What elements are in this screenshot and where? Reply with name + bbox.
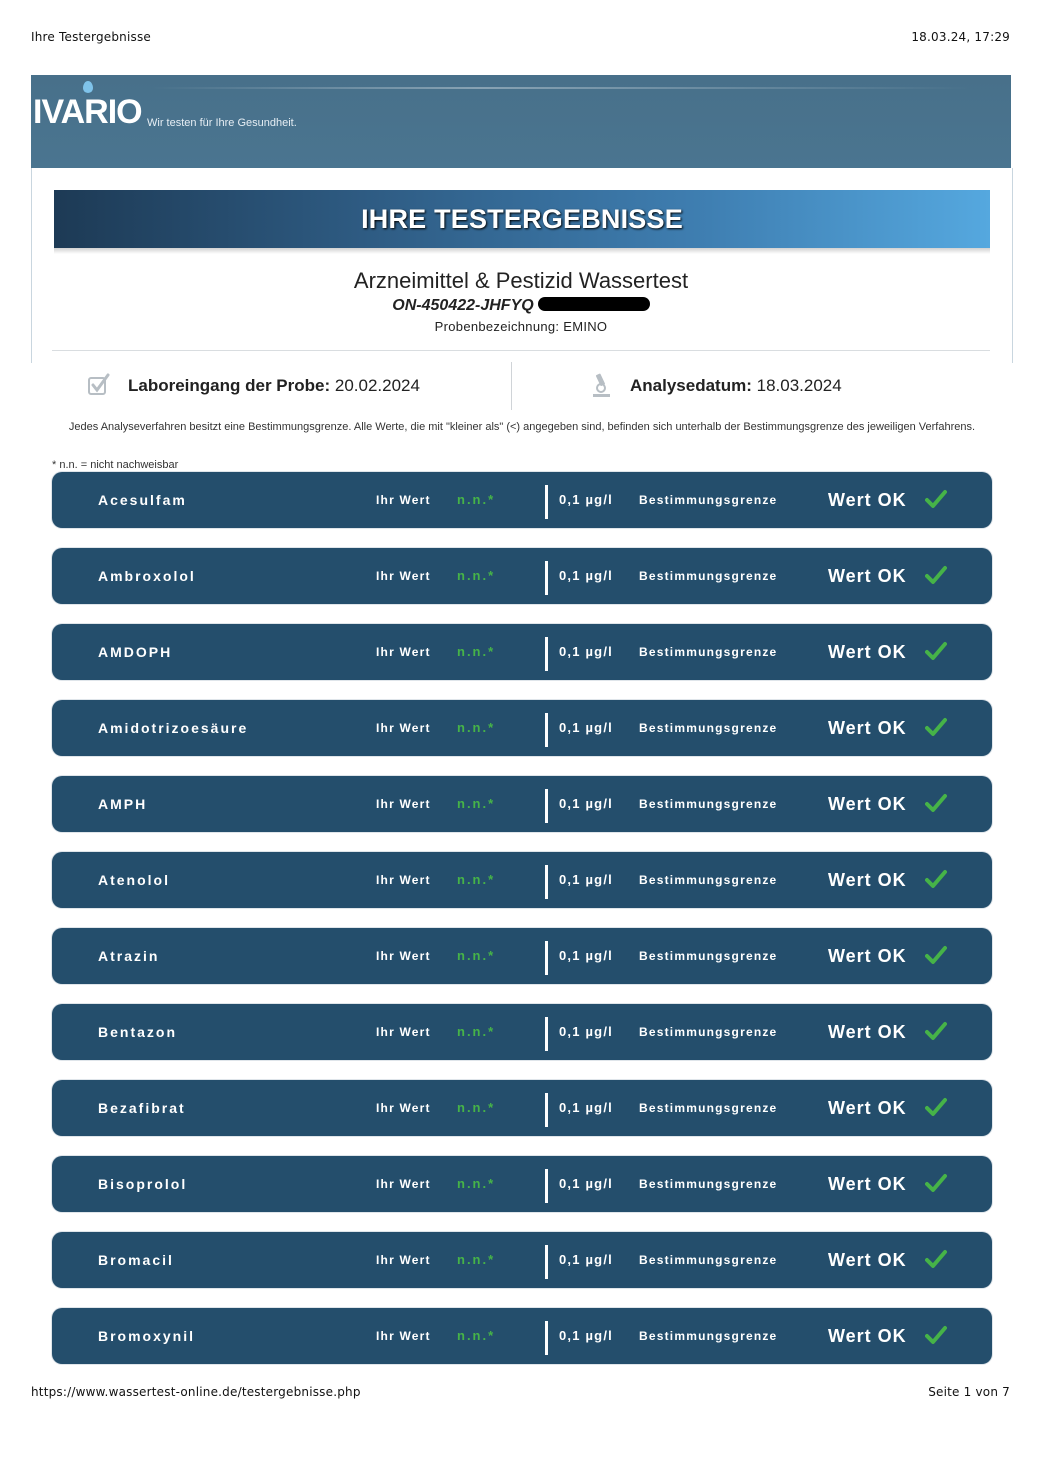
results-list xyxy=(52,472,992,1384)
checkmark-icon xyxy=(925,489,947,509)
limit-label: Bestimmungsgrenze xyxy=(639,1101,778,1115)
checkmark-icon xyxy=(925,1021,947,1041)
brand-slogan: Wir testen für Ihre Gesundheit. xyxy=(147,117,297,129)
measured-value: n.n.* xyxy=(457,568,496,583)
substance-name: AMPH xyxy=(98,796,148,812)
limit-label: Bestimmungsgrenze xyxy=(639,873,778,887)
substance-name: Amidotrizoesäure xyxy=(98,720,249,736)
status-text: Wert OK xyxy=(828,1326,907,1346)
limit-value: 0,1 µg/l xyxy=(559,720,613,735)
result-row xyxy=(52,776,992,832)
result-row xyxy=(52,624,992,680)
value-separator xyxy=(545,1321,548,1355)
your-value-label: Ihr Wert xyxy=(376,645,431,659)
water-drop-icon xyxy=(83,81,93,93)
title-bar xyxy=(54,190,990,248)
measured-value: n.n.* xyxy=(457,1024,496,1039)
print-header-title: Ihre Testergebnisse xyxy=(31,30,151,44)
order-id: ON-450422-JHFYQ xyxy=(392,297,534,314)
checkmark-icon xyxy=(925,1249,947,1269)
status-text: Wert OK xyxy=(828,870,907,890)
your-value-label: Ihr Wert xyxy=(376,1101,431,1115)
value-separator xyxy=(545,713,548,747)
receipt-date: 20.02.2024 xyxy=(334,376,420,395)
measured-value: n.n.* xyxy=(457,1328,496,1343)
analysis-label: Analysedatum: xyxy=(630,376,752,395)
result-row xyxy=(52,852,992,908)
method-note: Jedes Analyseverfahren besitzt eine Bestimmungsgrenze. Alle Werte, die mit "kleiner als" (<) angegeben sind, befinden sich unterhalb der Bestimmungsgrenze des jeweiligen Verfahrens. xyxy=(68,421,976,433)
substance-name: Acesulfam xyxy=(98,492,187,508)
checkmark-icon xyxy=(925,717,947,737)
analysis-info xyxy=(630,376,842,396)
limit-value: 0,1 µg/l xyxy=(559,1252,613,1267)
limit-label: Bestimmungsgrenze xyxy=(639,1177,778,1191)
your-value-label: Ihr Wert xyxy=(376,1025,431,1039)
result-row xyxy=(52,1080,992,1136)
substance-name: Atrazin xyxy=(98,948,160,964)
your-value-label: Ihr Wert xyxy=(376,1329,431,1343)
limit-label: Bestimmungsgrenze xyxy=(639,1025,778,1039)
status-text: Wert OK xyxy=(828,566,907,586)
result-row xyxy=(52,928,992,984)
result-row xyxy=(52,700,992,756)
limit-label: Bestimmungsgrenze xyxy=(639,645,778,659)
limit-value: 0,1 µg/l xyxy=(559,1176,613,1191)
result-row xyxy=(52,472,992,528)
value-separator xyxy=(545,1169,548,1203)
nn-footnote: * n.n. = nicht nachweisbar xyxy=(52,459,179,471)
result-row xyxy=(52,1004,992,1060)
substance-name: Bromoxynil xyxy=(98,1328,196,1344)
checkmark-icon xyxy=(925,565,947,585)
divider xyxy=(52,350,990,351)
your-value-label: Ihr Wert xyxy=(376,1177,431,1191)
substance-name: Bezafibrat xyxy=(98,1100,186,1116)
value-separator xyxy=(545,485,548,519)
status-text: Wert OK xyxy=(828,1022,907,1042)
checkmark-icon xyxy=(925,1173,947,1193)
your-value-label: Ihr Wert xyxy=(376,1253,431,1267)
value-separator xyxy=(545,789,548,823)
measured-value: n.n.* xyxy=(457,1176,496,1191)
limit-label: Bestimmungsgrenze xyxy=(639,797,778,811)
limit-label: Bestimmungsgrenze xyxy=(639,1253,778,1267)
limit-value: 0,1 µg/l xyxy=(559,1328,613,1343)
status-text: Wert OK xyxy=(828,1098,907,1118)
checkmark-icon xyxy=(925,945,947,965)
your-value-label: Ihr Wert xyxy=(376,797,431,811)
your-value-label: Ihr Wert xyxy=(376,493,431,507)
print-footer-page: Seite 1 von 7 xyxy=(928,1385,1010,1399)
result-row xyxy=(52,1156,992,1212)
substance-name: Ambroxolol xyxy=(98,568,196,584)
test-name: Arzneimittel & Pestizid Wassertest xyxy=(353,268,689,293)
substance-name: Atenolol xyxy=(98,872,170,888)
checkbox-icon xyxy=(88,372,110,398)
limit-label: Bestimmungsgrenze xyxy=(639,1329,778,1343)
microscope-icon xyxy=(590,372,612,398)
value-separator xyxy=(545,1245,548,1279)
limit-label: Bestimmungsgrenze xyxy=(639,949,778,963)
substance-name: Bromacil xyxy=(98,1252,174,1268)
status-text: Wert OK xyxy=(828,1250,907,1270)
checkmark-icon xyxy=(925,1097,947,1117)
status-text: Wert OK xyxy=(828,490,907,510)
value-separator xyxy=(545,1093,548,1127)
measured-value: n.n.* xyxy=(457,948,496,963)
measured-value: n.n.* xyxy=(457,492,496,507)
measured-value: n.n.* xyxy=(457,872,496,887)
limit-label: Bestimmungsgrenze xyxy=(639,569,778,583)
limit-value: 0,1 µg/l xyxy=(559,644,613,659)
redaction-bar xyxy=(538,297,650,311)
status-text: Wert OK xyxy=(828,718,907,738)
substance-name: Bentazon xyxy=(98,1024,177,1040)
value-separator xyxy=(545,637,548,671)
limit-value: 0,1 µg/l xyxy=(559,492,613,507)
status-text: Wert OK xyxy=(828,794,907,814)
your-value-label: Ihr Wert xyxy=(376,721,431,735)
your-value-label: Ihr Wert xyxy=(376,873,431,887)
value-separator xyxy=(545,941,548,975)
checkmark-icon xyxy=(925,641,947,661)
brand-banner xyxy=(31,75,1011,168)
sample-label: Probenbezeichnung: EMINO xyxy=(434,319,608,334)
limit-value: 0,1 µg/l xyxy=(559,948,613,963)
your-value-label: Ihr Wert xyxy=(376,949,431,963)
print-footer-url[interactable]: https://www.wassertest-online.de/testergebnisse.php xyxy=(31,1385,361,1399)
receipt-info xyxy=(128,376,420,396)
brand-logo[interactable]: IVARIO xyxy=(33,93,142,131)
value-separator xyxy=(545,865,548,899)
measured-value: n.n.* xyxy=(457,1252,496,1267)
value-separator xyxy=(545,561,548,595)
result-row xyxy=(52,1232,992,1288)
checkmark-icon xyxy=(925,1325,947,1345)
value-separator xyxy=(545,1017,548,1051)
measured-value: n.n.* xyxy=(457,1100,496,1115)
checkmark-icon xyxy=(925,793,947,813)
measured-value: n.n.* xyxy=(457,720,496,735)
limit-label: Bestimmungsgrenze xyxy=(639,493,778,507)
result-row xyxy=(52,548,992,604)
print-header-datetime: 18.03.24, 17:29 xyxy=(911,30,1010,44)
status-text: Wert OK xyxy=(828,642,907,662)
limit-label: Bestimmungsgrenze xyxy=(639,721,778,735)
substance-name: Bisoprolol xyxy=(98,1176,188,1192)
substance-name: AMDOPH xyxy=(98,644,173,660)
limit-value: 0,1 µg/l xyxy=(559,1100,613,1115)
status-text: Wert OK xyxy=(828,946,907,966)
your-value-label: Ihr Wert xyxy=(376,569,431,583)
limit-value: 0,1 µg/l xyxy=(559,1024,613,1039)
checkmark-icon xyxy=(925,869,947,889)
measured-value: n.n.* xyxy=(457,796,496,811)
measured-value: n.n.* xyxy=(457,644,496,659)
limit-value: 0,1 µg/l xyxy=(559,796,613,811)
divider-vertical xyxy=(511,362,512,410)
receipt-label: Laboreingang der Probe: xyxy=(128,376,331,395)
analysis-date: 18.03.2024 xyxy=(756,376,842,395)
page-title: IHRE TESTERGEBNISSE xyxy=(361,204,683,234)
order-id-line xyxy=(0,297,1042,315)
result-row xyxy=(52,1308,992,1364)
limit-value: 0,1 µg/l xyxy=(559,872,613,887)
limit-value: 0,1 µg/l xyxy=(559,568,613,583)
status-text: Wert OK xyxy=(828,1174,907,1194)
